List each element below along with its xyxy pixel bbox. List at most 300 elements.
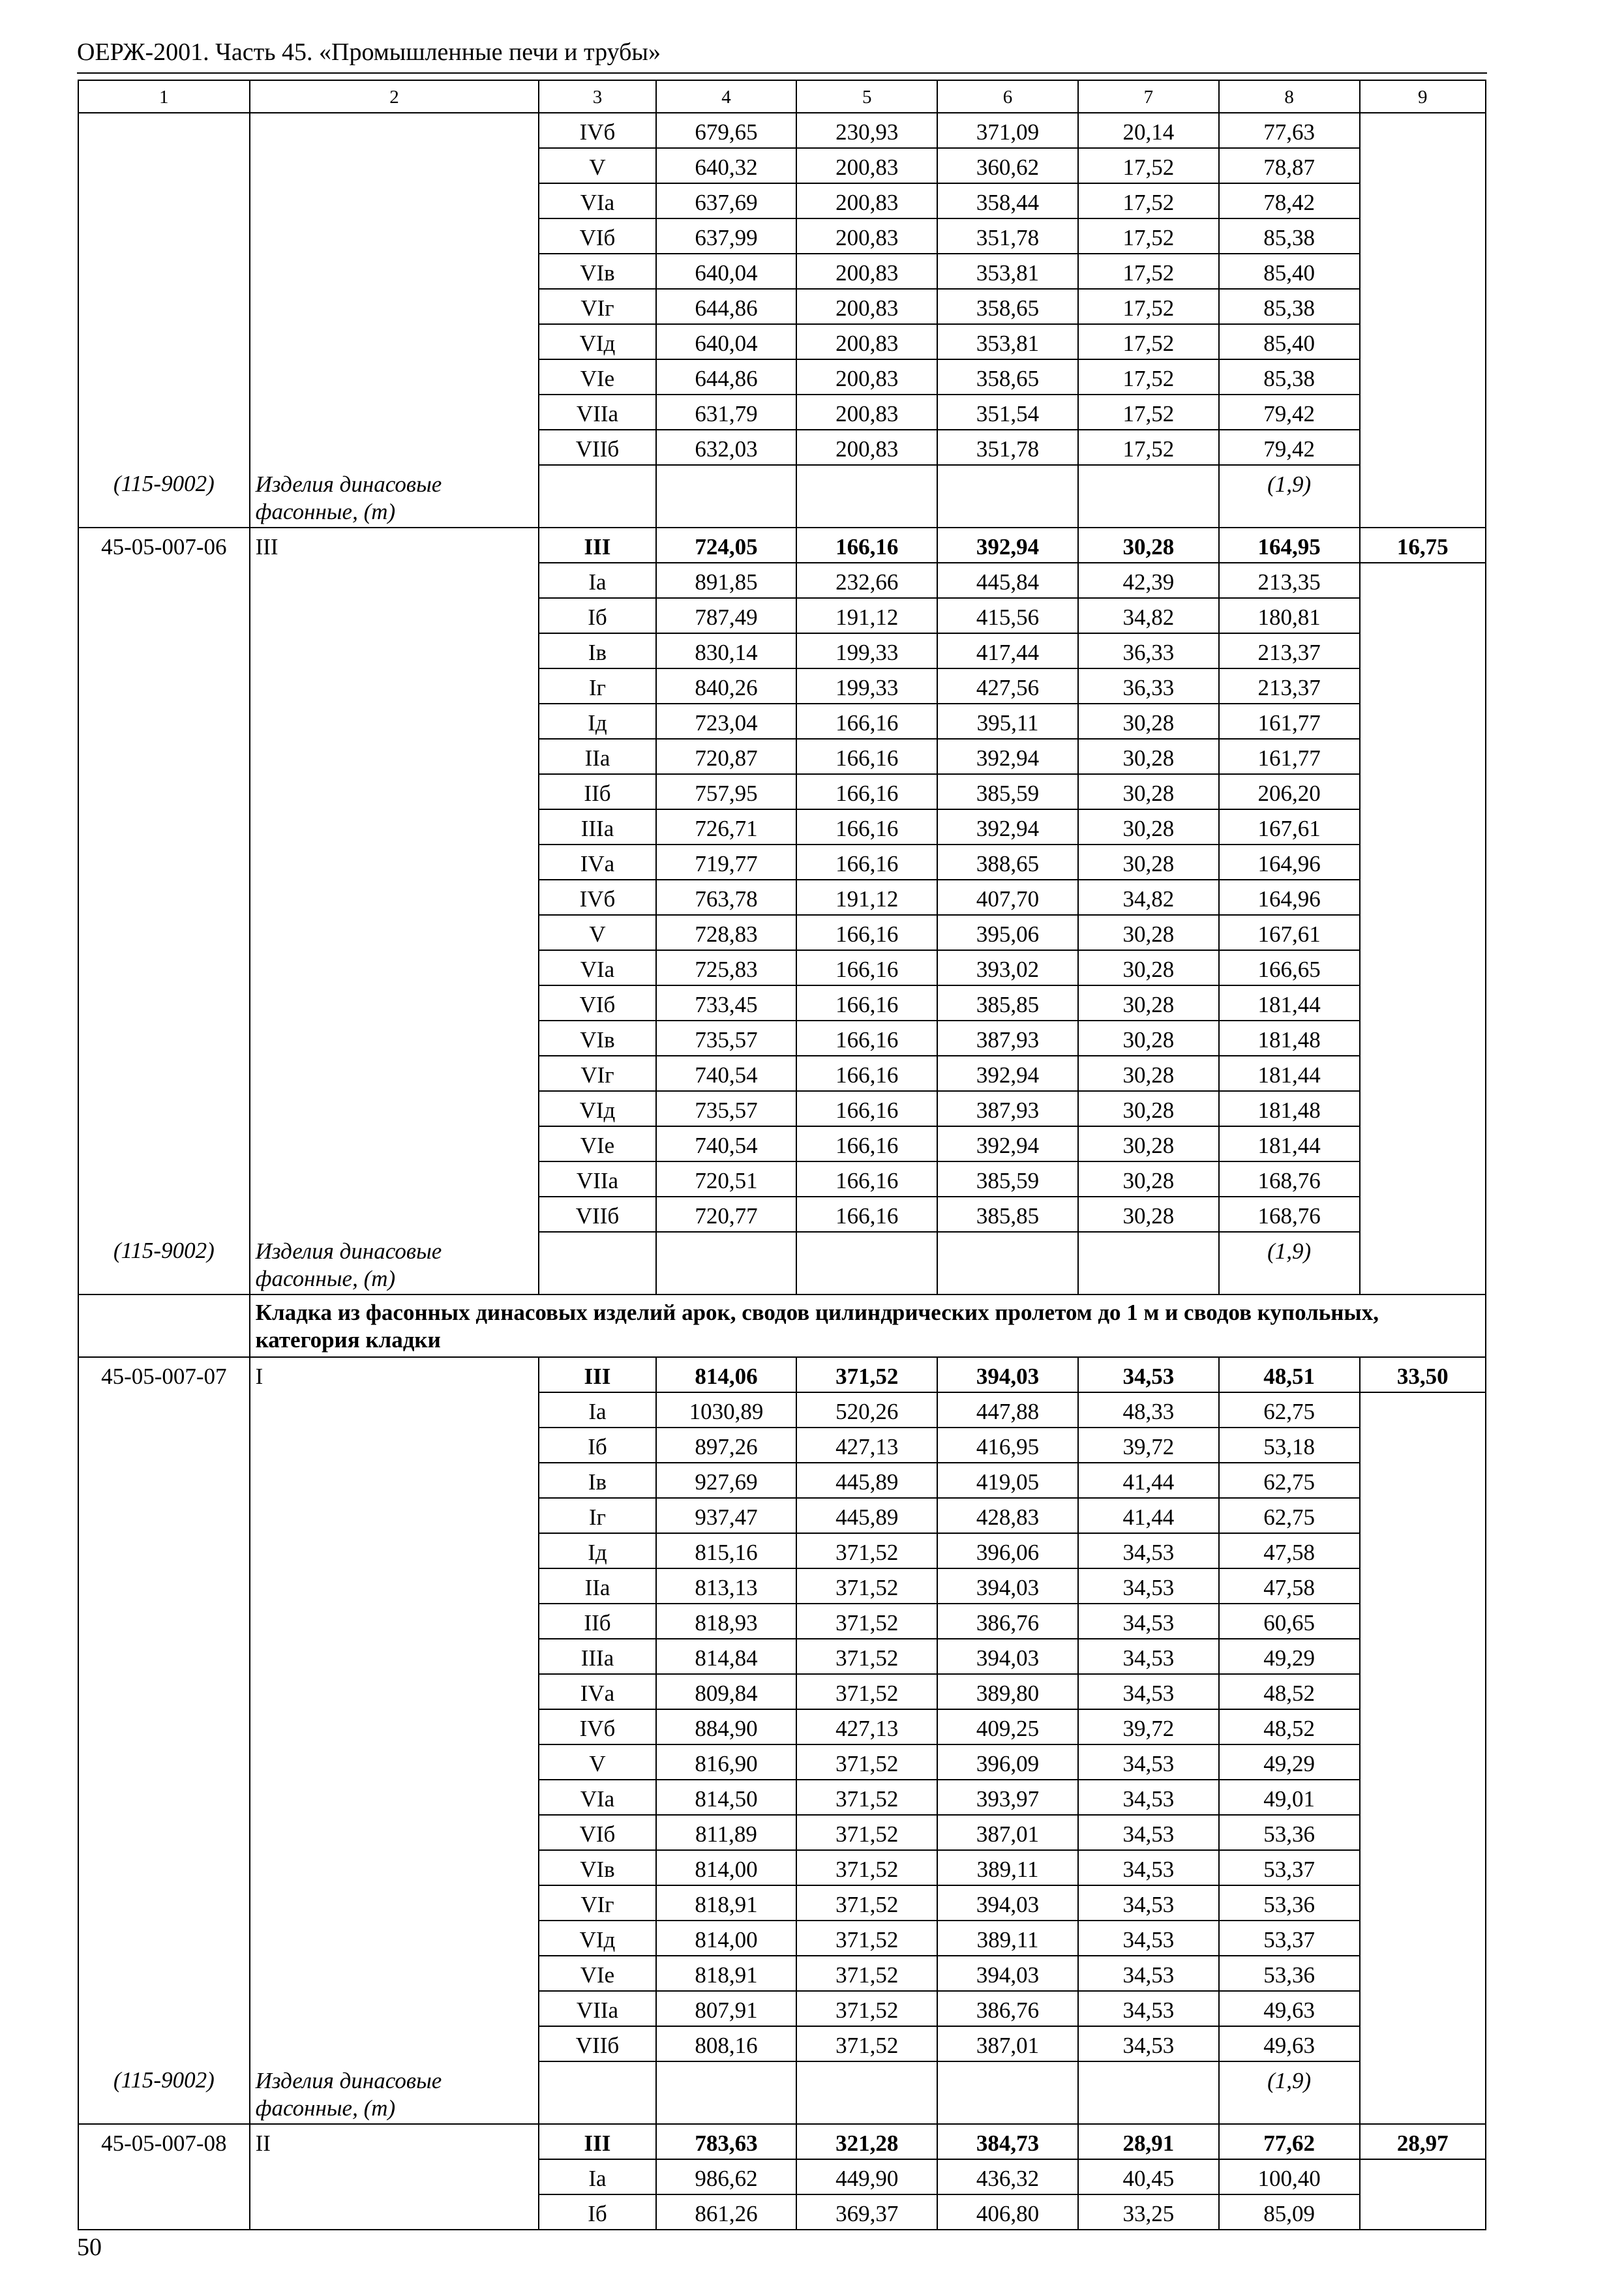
column-number-row xyxy=(78,80,1486,113)
rate-value: 814,06 xyxy=(656,1357,797,1392)
rate-value: 830,14 xyxy=(656,633,797,668)
empty-cell xyxy=(250,1392,539,1428)
rate-value: 644,86 xyxy=(656,289,797,324)
row-label: Iб xyxy=(539,1428,655,1463)
rate-value: 166,16 xyxy=(796,1091,937,1126)
rate-value: 814,00 xyxy=(656,1850,797,1885)
empty-cell xyxy=(1360,1991,1486,2026)
rate-value: 818,91 xyxy=(656,1885,797,1921)
rate-row xyxy=(78,1850,1486,1885)
empty-cell xyxy=(250,1021,539,1056)
column-number: 2 xyxy=(250,80,539,113)
row-label: VIIб xyxy=(539,2026,655,2061)
empty-cell xyxy=(78,704,250,739)
rate-row xyxy=(78,1126,1486,1161)
rate-value: 53,37 xyxy=(1219,1921,1360,1956)
rate-value: 387,01 xyxy=(937,1815,1078,1850)
rate-row xyxy=(78,809,1486,845)
rate-value: 813,13 xyxy=(656,1568,797,1604)
empty-cell xyxy=(78,183,250,218)
rate-value: 47,58 xyxy=(1219,1568,1360,1604)
empty-cell xyxy=(78,2194,250,2230)
rate-row xyxy=(78,1991,1486,2026)
rate-main-row xyxy=(78,528,1486,563)
empty-cell xyxy=(78,1056,250,1091)
row-label: IVб xyxy=(539,1709,655,1744)
rate-value: 166,16 xyxy=(796,915,937,950)
rate-value: 166,16 xyxy=(796,809,937,845)
rate-row xyxy=(78,289,1486,324)
empty-cell xyxy=(78,1956,250,1991)
empty-cell xyxy=(250,218,539,254)
empty-cell xyxy=(250,1744,539,1780)
empty-cell xyxy=(1360,1197,1486,1232)
rate-value: 181,48 xyxy=(1219,1091,1360,1126)
row-label: Iб xyxy=(539,2194,655,2230)
rate-value: 166,16 xyxy=(796,1197,937,1232)
empty-cell xyxy=(250,1674,539,1709)
rate-value: 20,14 xyxy=(1078,113,1219,148)
rate-row xyxy=(78,1639,1486,1674)
row-label: VIв xyxy=(539,1850,655,1885)
rate-row xyxy=(78,1197,1486,1232)
rate-value: 720,87 xyxy=(656,739,797,774)
rate-row xyxy=(78,950,1486,985)
row-label: Iа xyxy=(539,563,655,598)
rate-value: 30,28 xyxy=(1078,739,1219,774)
empty-cell xyxy=(78,633,250,668)
rate-row xyxy=(78,880,1486,915)
empty-cell xyxy=(1360,915,1486,950)
row-label: VIIб xyxy=(539,1197,655,1232)
rate-value: 200,83 xyxy=(796,395,937,430)
rate-value: 371,52 xyxy=(796,1357,937,1392)
rate-value: 417,44 xyxy=(937,633,1078,668)
empty-cell xyxy=(78,668,250,704)
rate-value: 808,16 xyxy=(656,2026,797,2061)
empty-cell xyxy=(78,148,250,183)
row-label: VIб xyxy=(539,1815,655,1850)
rate-value: 371,52 xyxy=(796,1744,937,1780)
rates-table xyxy=(78,80,1486,2230)
empty-cell xyxy=(250,2159,539,2194)
row-label: VIе xyxy=(539,1126,655,1161)
empty-cell xyxy=(250,1885,539,1921)
rate-value: 393,02 xyxy=(937,950,1078,985)
empty-cell xyxy=(78,1674,250,1709)
rate-row xyxy=(78,2194,1486,2230)
rate-value: 353,81 xyxy=(937,324,1078,359)
rate-value: 166,16 xyxy=(796,1021,937,1056)
rate-value: 232,66 xyxy=(796,563,937,598)
rate-value: 200,83 xyxy=(796,324,937,359)
rate-value: 927,69 xyxy=(656,1463,797,1498)
rate-value: 166,16 xyxy=(796,1161,937,1197)
column-number: 1 xyxy=(78,80,250,113)
rate-value: 17,52 xyxy=(1078,430,1219,465)
rate-value: 85,38 xyxy=(1219,359,1360,395)
empty-cell xyxy=(1360,324,1486,359)
rate-value: 41,44 xyxy=(1078,1463,1219,1498)
rate-value: 49,63 xyxy=(1219,2026,1360,2061)
rate-value: 740,54 xyxy=(656,1126,797,1161)
rate-value: 48,52 xyxy=(1219,1709,1360,1744)
empty-cell xyxy=(937,465,1078,528)
empty-cell xyxy=(78,1498,250,1533)
empty-cell xyxy=(1360,880,1486,915)
section-title: Кладка из фасонных динасовых изделий арок, сводов цилиндрических пролетом до 1 м и сводов купольных, категория кладки xyxy=(250,1294,1486,1357)
rate-row xyxy=(78,668,1486,704)
rate-value: 62,75 xyxy=(1219,1463,1360,1498)
rate-value: 783,63 xyxy=(656,2124,797,2159)
rate-main-row xyxy=(78,2124,1486,2159)
empty-cell xyxy=(250,1126,539,1161)
material-name: Изделия динасовые фасонные, (т) xyxy=(250,1232,539,1294)
rate-value: 200,83 xyxy=(796,148,937,183)
rate-value-col9: 33,50 xyxy=(1360,1357,1486,1392)
rate-value: 428,83 xyxy=(937,1498,1078,1533)
row-label: V xyxy=(539,1744,655,1780)
rate-value-col9: 28,97 xyxy=(1360,2124,1486,2159)
empty-cell xyxy=(250,774,539,809)
rate-value: 30,28 xyxy=(1078,915,1219,950)
empty-cell xyxy=(78,880,250,915)
rate-row xyxy=(78,985,1486,1021)
row-label: IVа xyxy=(539,1674,655,1709)
rate-main-row xyxy=(78,1357,1486,1392)
rate-value: 407,70 xyxy=(937,880,1078,915)
rate-value: 389,80 xyxy=(937,1674,1078,1709)
rate-value: 30,28 xyxy=(1078,704,1219,739)
rate-value: 34,53 xyxy=(1078,1604,1219,1639)
column-number: 3 xyxy=(539,80,655,113)
page-number: 50 xyxy=(77,2234,102,2261)
rate-value: 164,95 xyxy=(1219,528,1360,563)
empty-cell xyxy=(1360,598,1486,633)
section-title-spacer xyxy=(78,1294,250,1357)
rate-row xyxy=(78,598,1486,633)
rate-value: 168,76 xyxy=(1219,1161,1360,1197)
rate-row xyxy=(78,915,1486,950)
rate-value: 166,16 xyxy=(796,1056,937,1091)
rate-value: 385,85 xyxy=(937,1197,1078,1232)
rate-value: III xyxy=(539,528,655,563)
rate-row xyxy=(78,395,1486,430)
empty-cell xyxy=(250,113,539,148)
rate-value: 167,61 xyxy=(1219,809,1360,845)
empty-cell xyxy=(78,1568,250,1604)
row-label: VIе xyxy=(539,359,655,395)
rate-value: 166,16 xyxy=(796,704,937,739)
rate-value: 371,52 xyxy=(796,1921,937,1956)
rate-value: III xyxy=(539,1357,655,1392)
rate-code: 45-05-007-08 xyxy=(78,2124,250,2159)
rate-value: 728,83 xyxy=(656,915,797,950)
row-label: Iа xyxy=(539,2159,655,2194)
empty-cell xyxy=(1360,1568,1486,1604)
empty-cell xyxy=(78,2026,250,2061)
rate-value: 419,05 xyxy=(937,1463,1078,1498)
row-label: V xyxy=(539,148,655,183)
rate-value: 85,38 xyxy=(1219,218,1360,254)
rate-value: 640,04 xyxy=(656,324,797,359)
column-number: 7 xyxy=(1078,80,1219,113)
material-qty: (1,9) xyxy=(1219,1232,1360,1294)
rate-value: 17,52 xyxy=(1078,254,1219,289)
empty-cell xyxy=(250,1956,539,1991)
empty-cell xyxy=(1360,395,1486,430)
rate-value: 818,93 xyxy=(656,1604,797,1639)
rate-value: 30,28 xyxy=(1078,528,1219,563)
empty-cell xyxy=(1360,1709,1486,1744)
rate-row xyxy=(78,563,1486,598)
empty-cell xyxy=(250,1709,539,1744)
empty-cell xyxy=(250,1568,539,1604)
rate-row xyxy=(78,2026,1486,2061)
rate-value: 191,12 xyxy=(796,598,937,633)
empty-cell xyxy=(78,1709,250,1744)
rate-value: 34,82 xyxy=(1078,598,1219,633)
empty-cell xyxy=(250,809,539,845)
rate-value: 213,37 xyxy=(1219,633,1360,668)
rate-value: 884,90 xyxy=(656,1709,797,1744)
row-label: VIIа xyxy=(539,395,655,430)
rate-value: 811,89 xyxy=(656,1815,797,1850)
empty-cell xyxy=(1360,1674,1486,1709)
rate-value: 100,40 xyxy=(1219,2159,1360,2194)
rate-value: 353,81 xyxy=(937,254,1078,289)
empty-cell xyxy=(78,1815,250,1850)
empty-cell xyxy=(1360,1463,1486,1498)
row-label: Iб xyxy=(539,598,655,633)
row-label: Iв xyxy=(539,633,655,668)
empty-cell xyxy=(250,1815,539,1850)
row-label: IIа xyxy=(539,739,655,774)
rate-value: 166,16 xyxy=(796,1126,937,1161)
rate-value: 181,44 xyxy=(1219,1126,1360,1161)
empty-cell xyxy=(78,1463,250,1498)
row-label: VIа xyxy=(539,183,655,218)
empty-cell xyxy=(78,1428,250,1463)
rate-value: 726,71 xyxy=(656,809,797,845)
rate-value: 191,12 xyxy=(796,880,937,915)
material-qty: (1,9) xyxy=(1219,465,1360,528)
rate-value: 34,53 xyxy=(1078,1780,1219,1815)
rate-value: 48,52 xyxy=(1219,1674,1360,1709)
empty-cell xyxy=(250,563,539,598)
empty-cell xyxy=(250,598,539,633)
rate-category: II xyxy=(250,2124,539,2159)
rate-value: 427,13 xyxy=(796,1709,937,1744)
rate-value: 787,49 xyxy=(656,598,797,633)
rate-value: 34,53 xyxy=(1078,1568,1219,1604)
column-number: 5 xyxy=(796,80,937,113)
rate-value: 181,48 xyxy=(1219,1021,1360,1056)
rate-row xyxy=(78,1956,1486,1991)
rate-value: 200,83 xyxy=(796,430,937,465)
empty-cell xyxy=(1360,845,1486,880)
empty-cell xyxy=(250,1197,539,1232)
empty-cell xyxy=(78,845,250,880)
rate-value: 200,83 xyxy=(796,254,937,289)
rate-value: 34,53 xyxy=(1078,1885,1219,1921)
rate-value: 445,89 xyxy=(796,1463,937,1498)
empty-cell xyxy=(78,1850,250,1885)
rate-value: 39,72 xyxy=(1078,1428,1219,1463)
empty-cell xyxy=(250,880,539,915)
rate-category: I xyxy=(250,1357,539,1392)
empty-cell xyxy=(1360,1021,1486,1056)
row-label: VIб xyxy=(539,218,655,254)
rate-value: 34,53 xyxy=(1078,1991,1219,2026)
rate-value: 719,77 xyxy=(656,845,797,880)
empty-cell xyxy=(250,148,539,183)
rate-value: 724,05 xyxy=(656,528,797,563)
rate-value: 206,20 xyxy=(1219,774,1360,809)
rate-value: 358,65 xyxy=(937,359,1078,395)
material-name: Изделия динасовые фасонные, (т) xyxy=(250,2061,539,2124)
rate-value: 36,33 xyxy=(1078,668,1219,704)
empty-cell xyxy=(937,1232,1078,1294)
empty-cell xyxy=(78,563,250,598)
rate-value: 740,54 xyxy=(656,1056,797,1091)
rate-value: 30,28 xyxy=(1078,1056,1219,1091)
rate-value: 351,78 xyxy=(937,430,1078,465)
rate-value: 85,40 xyxy=(1219,324,1360,359)
row-label: IIIа xyxy=(539,1639,655,1674)
rate-value: 53,36 xyxy=(1219,1885,1360,1921)
rate-value: 814,50 xyxy=(656,1780,797,1815)
row-label: VIг xyxy=(539,1056,655,1091)
empty-cell xyxy=(78,598,250,633)
empty-cell xyxy=(1360,1126,1486,1161)
empty-cell xyxy=(656,1232,797,1294)
rate-value: 986,62 xyxy=(656,2159,797,2194)
rate-value: 30,28 xyxy=(1078,774,1219,809)
rate-value: 351,78 xyxy=(937,218,1078,254)
rates-table-container xyxy=(78,80,1486,2230)
rate-value: 77,63 xyxy=(1219,113,1360,148)
row-label: IIIа xyxy=(539,809,655,845)
empty-cell xyxy=(78,1533,250,1568)
rate-value: 166,16 xyxy=(796,985,937,1021)
rate-value: 77,62 xyxy=(1219,2124,1360,2159)
rate-value: III xyxy=(539,2124,655,2159)
empty-cell xyxy=(250,633,539,668)
rate-value: 28,91 xyxy=(1078,2124,1219,2159)
rate-value: 720,51 xyxy=(656,1161,797,1197)
rate-value: 40,45 xyxy=(1078,2159,1219,2194)
empty-cell xyxy=(78,1744,250,1780)
rate-value: 937,47 xyxy=(656,1498,797,1533)
rate-value: 733,45 xyxy=(656,985,797,1021)
empty-cell xyxy=(78,359,250,395)
rate-value: 735,57 xyxy=(656,1021,797,1056)
rate-value: 396,06 xyxy=(937,1533,1078,1568)
empty-cell xyxy=(250,985,539,1021)
rate-row xyxy=(78,1021,1486,1056)
empty-cell xyxy=(78,113,250,148)
rate-value: 392,94 xyxy=(937,1056,1078,1091)
empty-cell xyxy=(78,1021,250,1056)
rate-value: 166,16 xyxy=(796,739,937,774)
row-label: Iв xyxy=(539,1463,655,1498)
row-label: VIд xyxy=(539,324,655,359)
empty-cell xyxy=(78,324,250,359)
rate-value: 427,13 xyxy=(796,1428,937,1463)
rate-value: 814,00 xyxy=(656,1921,797,1956)
rate-value: 53,36 xyxy=(1219,1815,1360,1850)
rate-value: 371,52 xyxy=(796,2026,937,2061)
empty-cell xyxy=(1360,289,1486,324)
empty-cell xyxy=(78,1921,250,1956)
rate-value: 371,52 xyxy=(796,1604,937,1639)
rate-value: 520,26 xyxy=(796,1392,937,1428)
empty-cell xyxy=(1360,1956,1486,1991)
rate-value: 371,52 xyxy=(796,1885,937,1921)
empty-cell xyxy=(539,1232,655,1294)
rate-row xyxy=(78,183,1486,218)
material-row xyxy=(78,1232,1486,1294)
rate-value: 62,75 xyxy=(1219,1392,1360,1428)
empty-cell xyxy=(1360,774,1486,809)
row-label: VIв xyxy=(539,254,655,289)
page-header: ОЕРЖ-2001. Часть 45. «Промышленные печи и трубы» xyxy=(77,38,661,66)
empty-cell xyxy=(78,739,250,774)
rate-value: 897,26 xyxy=(656,1428,797,1463)
empty-cell xyxy=(1360,1056,1486,1091)
rate-value: 30,28 xyxy=(1078,985,1219,1021)
rate-value: 79,42 xyxy=(1219,395,1360,430)
rate-value: 392,94 xyxy=(937,528,1078,563)
rate-value: 637,69 xyxy=(656,183,797,218)
rate-row xyxy=(78,1674,1486,1709)
rate-value: 53,37 xyxy=(1219,1850,1360,1885)
column-number: 8 xyxy=(1219,80,1360,113)
rate-value: 389,11 xyxy=(937,1850,1078,1885)
rate-value: 1030,89 xyxy=(656,1392,797,1428)
rate-value: 168,76 xyxy=(1219,1197,1360,1232)
rate-value: 818,91 xyxy=(656,1956,797,1991)
empty-cell xyxy=(250,1091,539,1126)
rate-value: 230,93 xyxy=(796,113,937,148)
empty-cell xyxy=(78,1639,250,1674)
rate-row xyxy=(78,845,1486,880)
empty-cell xyxy=(78,1885,250,1921)
rate-value: 757,95 xyxy=(656,774,797,809)
rate-value: 53,18 xyxy=(1219,1428,1360,1463)
rate-value: 164,96 xyxy=(1219,880,1360,915)
empty-cell xyxy=(1078,1232,1219,1294)
empty-cell xyxy=(1360,809,1486,845)
row-label: VIIб xyxy=(539,430,655,465)
rate-value: 30,28 xyxy=(1078,1126,1219,1161)
empty-cell xyxy=(1360,359,1486,395)
rate-value: 395,06 xyxy=(937,915,1078,950)
empty-cell xyxy=(250,950,539,985)
rate-row xyxy=(78,1744,1486,1780)
rate-value: 358,44 xyxy=(937,183,1078,218)
empty-cell xyxy=(1360,1533,1486,1568)
rate-value: 30,28 xyxy=(1078,809,1219,845)
empty-cell xyxy=(250,289,539,324)
rate-value: 166,16 xyxy=(796,845,937,880)
rate-value: 47,58 xyxy=(1219,1533,1360,1568)
rate-value: 386,76 xyxy=(937,1991,1078,2026)
rate-value: 17,52 xyxy=(1078,324,1219,359)
rate-row xyxy=(78,1498,1486,1533)
rate-value: 394,03 xyxy=(937,1357,1078,1392)
